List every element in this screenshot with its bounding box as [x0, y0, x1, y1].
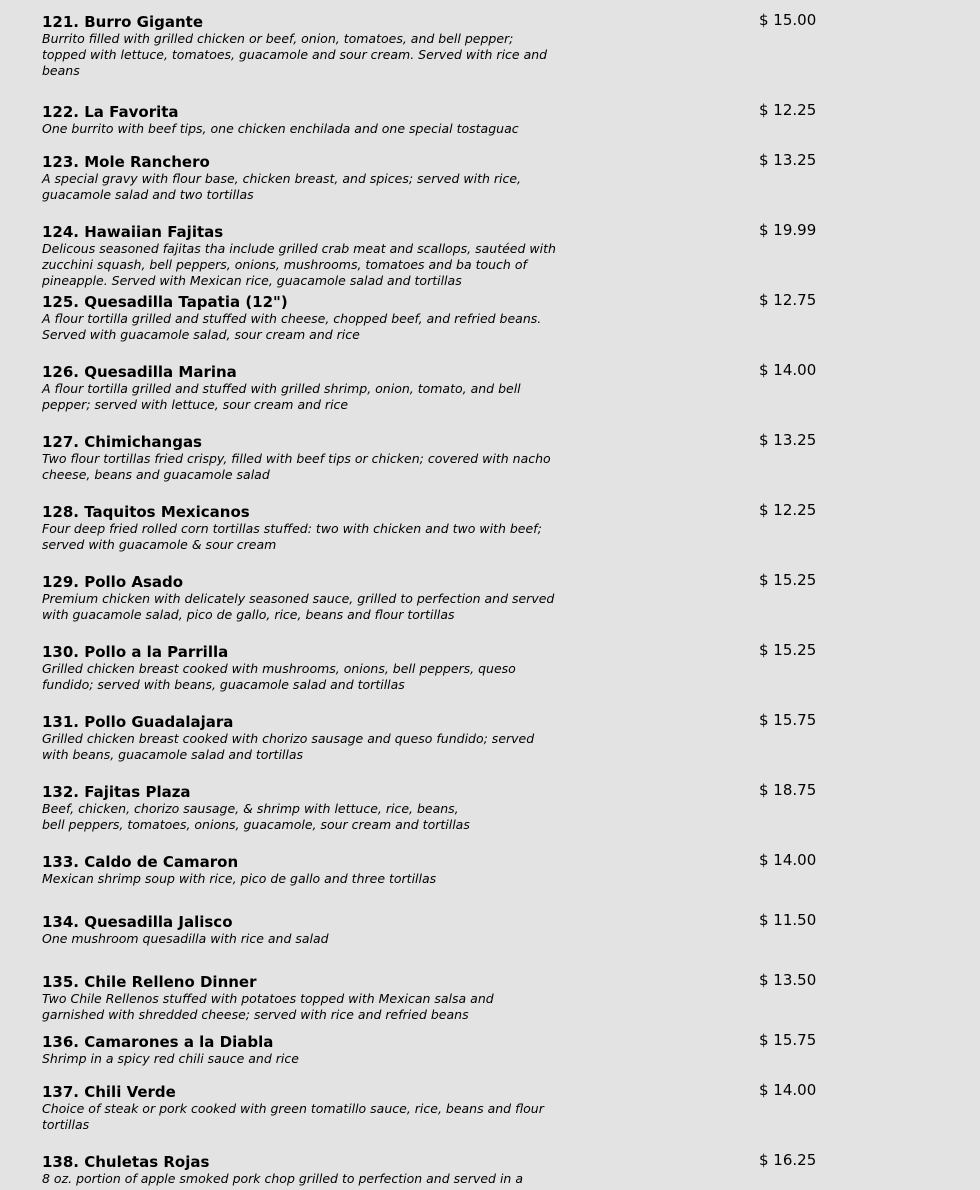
item-price: $ 19.99	[759, 221, 817, 239]
item-description: Burrito filled with grilled chicken or beef, onion, tomatoes, and bell pepper; topped with lettuce, tomatoes, guacamole and sour cream. Served with rice and beans	[42, 31, 548, 78]
item-description: Mexican shrimp soup with rice, pico de gallo and three tortillas	[42, 871, 437, 886]
item-name: 130. Pollo a la Parrilla	[42, 643, 229, 661]
item-description: Two flour tortillas fried crispy, filled with beef tips or chicken; covered with nacho cheese, beans and guacamole salad	[42, 451, 551, 482]
item-price: $ 15.25	[759, 571, 817, 589]
item-description: One mushroom quesadilla with rice and salad	[42, 931, 329, 946]
item-description: Choice of steak or pork cooked with green tomatillo sauce, rice, beans and flour tortillas	[42, 1101, 544, 1132]
item-price: $ 16.25	[759, 1151, 817, 1169]
item-name: 127. Chimichangas	[42, 433, 202, 451]
item-price: $ 14.00	[759, 851, 817, 869]
item-price: $ 11.50	[759, 911, 817, 929]
item-description: Grilled chicken breast cooked with chorizo sausage and queso fundido; served with beans, guacamole salad and tortillas	[42, 731, 535, 762]
item-price: $ 14.00	[759, 361, 817, 379]
item-name: 126. Quesadilla Marina	[42, 363, 237, 381]
item-name: 135. Chile Relleno Dinner	[42, 973, 257, 991]
item-price: $ 15.25	[759, 641, 817, 659]
item-name: 137. Chili Verde	[42, 1083, 176, 1101]
item-price: $ 18.75	[759, 781, 817, 799]
item-name: 132. Fajitas Plaza	[42, 783, 191, 801]
item-description: Shrimp in a spicy red chili sauce and rice	[42, 1051, 299, 1066]
item-name: 124. Hawaiian Fajitas	[42, 223, 224, 241]
item-description: Four deep fried rolled corn tortillas stuffed: two with chicken and two with beef; served with guacamole & sour cream	[42, 521, 542, 552]
item-description: Beef, chicken, chorizo sausage, & shrimp with lettuce, rice, beans, bell peppers, tomatoes, onions, guacamole, sour cream and tortillas	[42, 801, 470, 832]
item-name: 134. Quesadilla Jalisco	[42, 913, 233, 931]
item-name: 129. Pollo Asado	[42, 573, 184, 591]
item-description: One burrito with beef tips, one chicken enchilada and one special tostaguac	[42, 121, 519, 136]
item-price: $ 14.00	[759, 1081, 817, 1099]
item-price: $ 13.25	[759, 151, 817, 169]
item-price: $ 12.25	[759, 101, 817, 119]
item-description: A flour tortilla grilled and stuffed with cheese, chopped beef, and refried beans. Served with guacamole salad, sour cream and rice	[42, 311, 542, 342]
item-name: 128. Taquitos Mexicanos	[42, 503, 250, 521]
item-name: 138. Chuletas Rojas	[42, 1153, 210, 1171]
item-name: 121. Burro Gigante	[42, 13, 204, 31]
item-name: 122. La Favorita	[42, 103, 179, 121]
item-price: $ 13.25	[759, 431, 817, 449]
item-description: Delicous seasoned fajitas tha include grilled crab meat and scallops, sautéed with zucchini squash, bell peppers, onions, mushrooms, tomatoes and ba touch of pineapple. Served with Mexican rice, guacamole salad and tortillas	[42, 241, 556, 288]
item-name: 123. Mole Ranchero	[42, 153, 210, 171]
item-price: $ 12.75	[759, 291, 817, 309]
item-description: 8 oz. portion of apple smoked pork chop grilled to perfection and served in a	[42, 1171, 523, 1186]
item-description: A flour tortilla grilled and stuffed with grilled shrimp, onion, tomato, and bell pepper; served with lettuce, sour cream and rice	[42, 381, 521, 412]
item-price: $ 12.25	[759, 501, 817, 519]
item-price: $ 15.75	[759, 1031, 817, 1049]
item-name: 136. Camarones a la Diabla	[42, 1033, 274, 1051]
item-name: 131. Pollo Guadalajara	[42, 713, 234, 731]
item-price: $ 15.75	[759, 711, 817, 729]
item-name: 133. Caldo de Camaron	[42, 853, 239, 871]
item-price: $ 13.50	[759, 971, 817, 989]
item-name: 125. Quesadilla Tapatia (12")	[42, 293, 288, 311]
item-description: A special gravy with flour base, chicken breast, and spices; served with rice, guacamole salad and two tortillas	[42, 171, 522, 202]
item-description: Premium chicken with delicately seasoned sauce, grilled to perfection and served with guacamole salad, pico de gallo, rice, beans and flour tortillas	[42, 591, 555, 622]
item-price: $ 15.00	[759, 11, 817, 29]
item-description: Grilled chicken breast cooked with mushrooms, onions, bell peppers, queso fundido; served with beans, guacamole salad and tortillas	[42, 661, 516, 692]
item-description: Two Chile Rellenos stuffed with potatoes topped with Mexican salsa and garnished with shredded cheese; served with rice and refried beans	[42, 991, 494, 1022]
